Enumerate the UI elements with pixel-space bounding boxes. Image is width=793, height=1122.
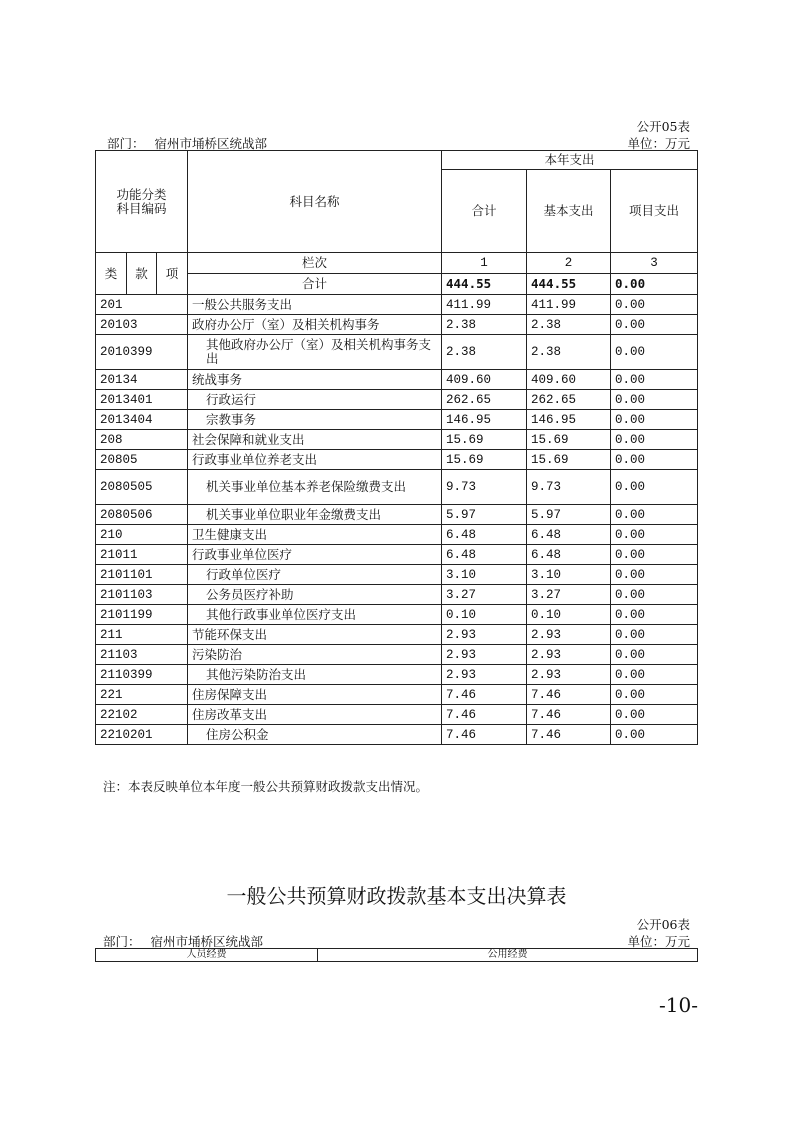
row-project: 0.00: [611, 410, 698, 430]
row-total: 2.93: [442, 625, 527, 645]
row-basic: 6.48: [527, 545, 611, 565]
row-subject-name: 行政事业单位养老支出: [188, 450, 442, 470]
row-project: 0.00: [611, 430, 698, 450]
row-project: 0.00: [611, 315, 698, 335]
func-class-label: 功能分类: [116, 186, 167, 202]
row-total: 9.73: [442, 470, 527, 505]
row-subject-name: 行政事业单位医疗: [188, 545, 442, 565]
row-total: 7.46: [442, 725, 527, 745]
row-code: 20103: [96, 315, 188, 335]
row-subject-name: 行政运行: [188, 390, 442, 410]
table-row: [96, 665, 698, 685]
row-basic: 2.93: [527, 645, 611, 665]
row-code: 2013401: [96, 390, 188, 410]
table-row: [96, 725, 698, 745]
row-total: 146.95: [442, 410, 527, 430]
row-subject-name: 行政单位医疗: [188, 565, 442, 585]
basic-header: 基本支出: [527, 170, 611, 253]
row-total: 2.38: [442, 315, 527, 335]
col-1-label: 1: [442, 253, 527, 274]
row-basic: 0.10: [527, 605, 611, 625]
row-subject-name: 节能环保支出: [188, 625, 442, 645]
row-total: 3.10: [442, 565, 527, 585]
row-subject-name: 公务员医疗补助: [188, 585, 442, 605]
table-row: [96, 685, 698, 705]
row-code: 2101199: [96, 605, 188, 625]
row-code: 201: [96, 295, 188, 315]
row-code: 2080506: [96, 505, 188, 525]
department-label-2: 部门：: [103, 934, 141, 949]
row-basic: 15.69: [527, 450, 611, 470]
table-row: [96, 470, 698, 505]
total-header: 合计: [442, 170, 527, 253]
row-basic: 2.93: [527, 665, 611, 685]
row-project: 0.00: [611, 335, 698, 370]
row-basic: 2.38: [527, 315, 611, 335]
row-total: 6.48: [442, 525, 527, 545]
unit-label-2: 单位：万元: [627, 934, 690, 949]
row-subject-name: 机关事业单位职业年金缴费支出: [188, 505, 442, 525]
row-project: 0.00: [611, 565, 698, 585]
row-project: 0.00: [611, 505, 698, 525]
form-number-05: 公开05表: [636, 119, 690, 134]
basic-expenditure-table: [95, 948, 698, 962]
table-row: [96, 370, 698, 390]
row-code: 2010399: [96, 335, 188, 370]
sum-total: 444.55: [442, 274, 527, 295]
row-code: 21103: [96, 645, 188, 665]
row-code: 2110399: [96, 665, 188, 685]
row-basic: 7.46: [527, 685, 611, 705]
table-row: [96, 430, 698, 450]
table-row: [96, 410, 698, 430]
unit-label: 单位：万元: [627, 136, 690, 151]
table-note: 注：本表反映单位本年度一般公共预算财政拨款支出情况。: [103, 779, 429, 794]
row-subject-name: 社会保障和就业支出: [188, 430, 442, 450]
row-total: 7.46: [442, 705, 527, 725]
table-row: [96, 335, 698, 370]
row-total: 3.27: [442, 585, 527, 605]
row-basic: 146.95: [527, 410, 611, 430]
page-number: -10-: [659, 993, 698, 1017]
row-code: 20134: [96, 370, 188, 390]
table-row: [96, 645, 698, 665]
row-project: 0.00: [611, 665, 698, 685]
row-basic: 409.60: [527, 370, 611, 390]
current-year-header: 本年支出: [442, 151, 698, 170]
project-header: 项目支出: [611, 170, 698, 253]
table-row: [96, 705, 698, 725]
department-label: 部门：: [107, 136, 145, 151]
row-basic: 5.97: [527, 505, 611, 525]
table-row: [96, 295, 698, 315]
row-project: 0.00: [611, 645, 698, 665]
subject-name-header: 科目名称: [188, 151, 442, 253]
table-row: [96, 545, 698, 565]
table-row: [96, 585, 698, 605]
lei-header: 类: [96, 253, 127, 295]
row-project: 0.00: [611, 585, 698, 605]
row-total: 2.93: [442, 665, 527, 685]
row-subject-name: 其他政府办公厅（室）及相关机构事务支出: [188, 335, 442, 370]
row-code: 221: [96, 685, 188, 705]
row-code: 2013404: [96, 410, 188, 430]
row-subject-name: 卫生健康支出: [188, 525, 442, 545]
row-code: 20805: [96, 450, 188, 470]
row-project: 0.00: [611, 725, 698, 745]
row-code: 2101101: [96, 565, 188, 585]
row-code: 21011: [96, 545, 188, 565]
table-2-title: 一般公共预算财政拨款基本支出决算表: [226, 884, 567, 908]
row-subject-name: 其他行政事业单位医疗支出: [188, 605, 442, 625]
row-total: 5.97: [442, 505, 527, 525]
personnel-expense-header: 人员经费: [96, 949, 318, 962]
row-code: 208: [96, 430, 188, 450]
table-row: [96, 605, 698, 625]
row-project: 0.00: [611, 370, 698, 390]
row-basic: 3.27: [527, 585, 611, 605]
table-row: [96, 505, 698, 525]
row-subject-name: 统战事务: [188, 370, 442, 390]
department-name: 宿州市埇桥区统战部: [154, 136, 268, 151]
row-basic: 2.93: [527, 625, 611, 645]
row-code: 211: [96, 625, 188, 645]
sum-project: 0.00: [611, 274, 698, 295]
row-subject-name: 宗教事务: [188, 410, 442, 430]
table-row: [96, 390, 698, 410]
row-total: 411.99: [442, 295, 527, 315]
table-row: [96, 625, 698, 645]
row-subject-name: 住房公积金: [188, 725, 442, 745]
table-row: [96, 565, 698, 585]
row-project: 0.00: [611, 605, 698, 625]
table-row: [96, 315, 698, 335]
row-project: 0.00: [611, 295, 698, 315]
row-basic: 15.69: [527, 430, 611, 450]
row-code: 2080505: [96, 470, 188, 505]
kuan-header: 款: [127, 253, 157, 295]
row-basic: 7.46: [527, 725, 611, 745]
row-basic: 3.10: [527, 565, 611, 585]
row-subject-name: 其他污染防治支出: [188, 665, 442, 685]
row-total: 2.93: [442, 645, 527, 665]
sum-basic: 444.55: [527, 274, 611, 295]
row-subject-name: 污染防治: [188, 645, 442, 665]
department-name-2: 宿州市埇桥区统战部: [150, 934, 264, 949]
row-basic: 6.48: [527, 525, 611, 545]
row-subject-name: 机关事业单位基本养老保险缴费支出: [188, 470, 442, 505]
row-total: 409.60: [442, 370, 527, 390]
expenditure-table: [95, 150, 698, 745]
col-3-label: 3: [611, 253, 698, 274]
row-code: 210: [96, 525, 188, 545]
row-total: 15.69: [442, 450, 527, 470]
row-code: 22102: [96, 705, 188, 725]
row-project: 0.00: [611, 390, 698, 410]
row-basic: 262.65: [527, 390, 611, 410]
row-subject-name: 一般公共服务支出: [188, 295, 442, 315]
func-class-header: [96, 151, 188, 253]
sum-label: 合计: [188, 274, 442, 295]
row-code: 2210201: [96, 725, 188, 745]
row-basic: 2.38: [527, 335, 611, 370]
row-total: 0.10: [442, 605, 527, 625]
row-basic: 9.73: [527, 470, 611, 505]
row-code: 2101103: [96, 585, 188, 605]
row-basic: 7.46: [527, 705, 611, 725]
public-expense-header: 公用经费: [318, 949, 698, 962]
xiang-header: 项: [157, 253, 188, 295]
row-project: 0.00: [611, 470, 698, 505]
row-project: 0.00: [611, 525, 698, 545]
row-project: 0.00: [611, 450, 698, 470]
func-code-label: 科目编码: [116, 200, 167, 216]
row-basic: 411.99: [527, 295, 611, 315]
row-project: 0.00: [611, 685, 698, 705]
table-row: [96, 525, 698, 545]
column-number-label: 栏次: [188, 253, 442, 274]
row-total: 7.46: [442, 685, 527, 705]
row-project: 0.00: [611, 545, 698, 565]
col-2-label: 2: [527, 253, 611, 274]
table-row: [96, 450, 698, 470]
row-project: 0.00: [611, 705, 698, 725]
row-project: 0.00: [611, 625, 698, 645]
row-subject-name: 政府办公厅（室）及相关机构事务: [188, 315, 442, 335]
row-subject-name: 住房保障支出: [188, 685, 442, 705]
row-total: 6.48: [442, 545, 527, 565]
form-number-06: 公开06表: [636, 917, 690, 932]
row-subject-name: 住房改革支出: [188, 705, 442, 725]
row-total: 15.69: [442, 430, 527, 450]
row-total: 262.65: [442, 390, 527, 410]
row-total: 2.38: [442, 335, 527, 370]
